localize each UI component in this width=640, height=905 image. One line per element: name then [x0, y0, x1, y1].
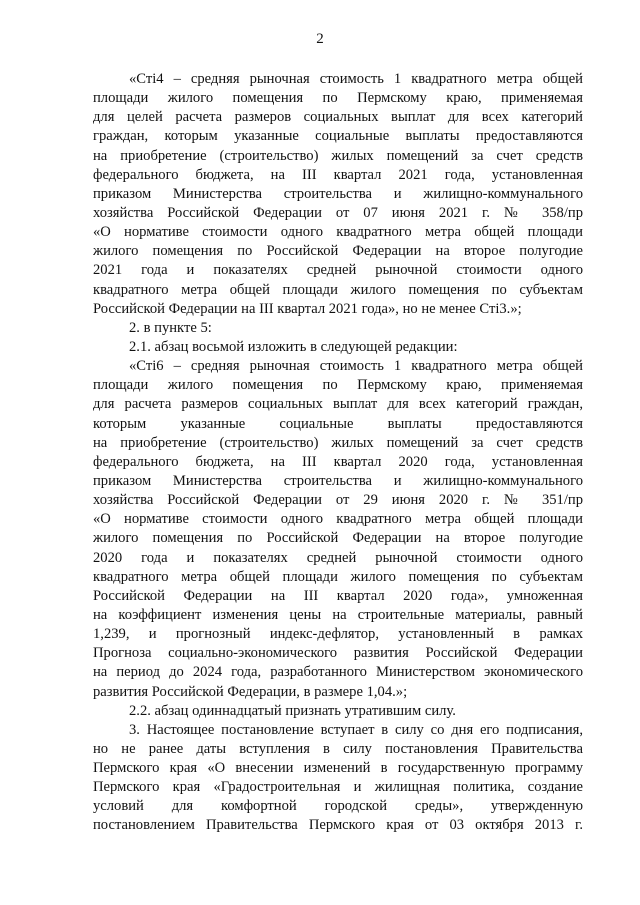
text-line: приказом Министерства строительства и жилищно-коммунального	[93, 185, 583, 202]
text-line: на период до 2024 года, разработанного Министерством экономического	[93, 664, 583, 681]
text-line: Российской Федерации на III квартал 2021 года», но не менее Сті3.»;	[93, 300, 522, 317]
text-line: которым указанные социальные выплаты предоставляются	[93, 415, 583, 432]
text-line: Пермского края «О внесении изменений в государственную программу	[93, 760, 583, 777]
text-line: «О нормативе стоимости одного квадратного метра общей площади	[93, 224, 583, 241]
text-line: 2021 года и показателях средней рыночной стоимости одного	[93, 262, 583, 279]
text-line: для расчета размеров социальных выплат для всех категорий граждан,	[93, 396, 583, 413]
text-line: хозяйства Российской Федерации от 07 июня 2021 г. № 358/пр	[93, 204, 583, 221]
text-line: граждан, которым указанные социальные выплаты предоставляются	[93, 128, 583, 145]
text-line: условий для комфортной городской среды», утвержденную	[93, 798, 583, 815]
text-line: приказом Министерства строительства и жилищно-коммунального	[93, 472, 583, 489]
text-line: «Сті4 – средняя рыночная стоимость 1 квадратного метра общей	[129, 71, 583, 87]
text-line: 2.1. абзац восьмой изложить в следующей редакции:	[129, 338, 458, 355]
text-line: развития Российской Федерации, в размере 1,04.»;	[93, 683, 408, 700]
text-line: на приобретение (строительство) жилых помещений за счет средств	[93, 434, 583, 451]
text-line: «Сті6 – средняя рыночная стоимость 1 квадратного метра общей	[129, 358, 583, 375]
page-number: 2	[316, 31, 324, 47]
text-line: но не ранее даты вступления в силу постановления Правительства	[93, 740, 583, 757]
text-line: 2. в пункте 5:	[129, 319, 212, 336]
text-line: Прогноза социально-экономического развития Российской Федерации	[93, 645, 583, 662]
text-line: площади жилого помещения по Пермскому краю, применяемая	[93, 377, 583, 394]
text-line: жилого помещения по Российской Федерации на второе полугодие	[93, 530, 583, 547]
text-line: 3. Настоящее постановление вступает в силу со дня его подписания,	[129, 721, 583, 738]
text-line: для целей расчета размеров социальных выплат для всех категорий	[93, 109, 583, 126]
text-line: 2020 года и показателях средней рыночной стоимости одного	[93, 549, 583, 566]
text-line: «О нормативе стоимости одного квадратного метра общей площади	[93, 511, 583, 528]
text-line: 2.2. абзац одиннадцатый признать утратившим силу.	[129, 702, 456, 719]
text-line: постановлением Правительства Пермского края от 03 октября 2013 г.	[93, 817, 583, 834]
text-line: квадратного метра общей площади жилого помещения по субъектам	[93, 281, 583, 298]
text-line: хозяйства Российской Федерации от 29 июня 2020 г. № 351/пр	[93, 492, 583, 509]
text-line: Российской Федерации на III квартал 2020 года», умноженная	[93, 587, 583, 604]
document-body	[93, 70, 583, 836]
text-line: квадратного метра общей площади жилого помещения по субъектам	[93, 568, 583, 585]
text-line: площади жилого помещения по Пермскому краю, применяемая	[93, 90, 583, 107]
text-line: жилого помещения по Российской Федерации на второе полугодие	[93, 243, 583, 260]
text-line: федерального бюджета, на III квартал 2021 года, установленная	[93, 166, 583, 183]
text-line: на коэффициент изменения цены на строительные материалы, равный	[93, 606, 583, 623]
text-line: 1,239, и прогнозный индекс-дефлятор, установленный в рамках	[93, 626, 583, 643]
text-line: федерального бюджета, на III квартал 2020 года, установленная	[93, 453, 583, 470]
text-line: на приобретение (строительство) жилых помещений за счет средств	[93, 147, 583, 164]
text-line: Пермского края «Градостроительная и жилищная политика, создание	[93, 779, 583, 796]
